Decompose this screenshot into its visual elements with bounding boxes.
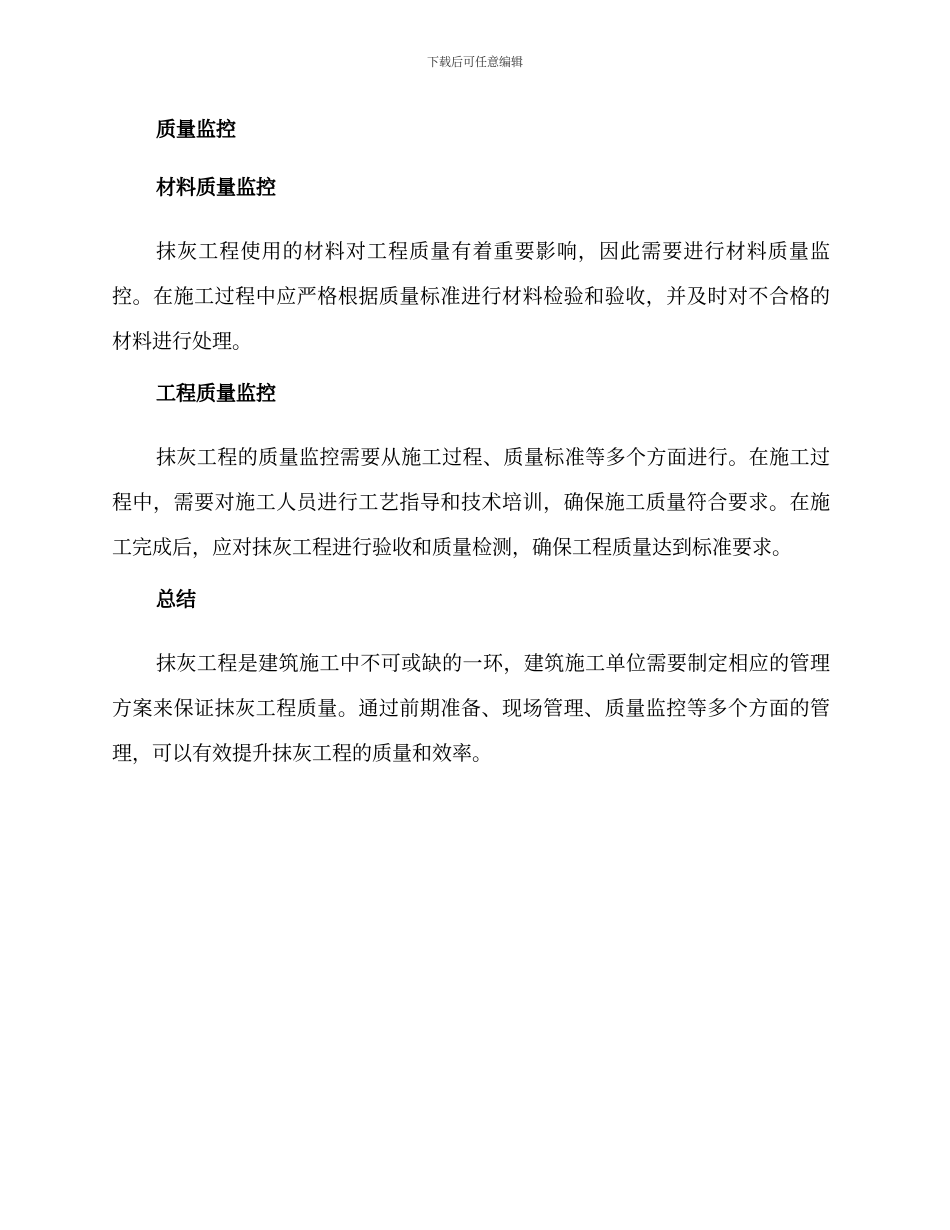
paragraph-summary: 抹灰工程是建筑施工中不可或缺的一环，建筑施工单位需要制定相应的管理方案来保证抹灰工程质量。通过前期准备、现场管理、质量监控等多个方面的管理，可以有效提升抹灰工程的质量和效率。	[112, 651, 830, 765]
document-body	[112, 113, 830, 789]
section-heading-summary: 总结	[156, 587, 196, 611]
section-heading-project-quality: 工程质量监控	[156, 381, 276, 405]
section-heading-quality-monitoring: 质量监控	[156, 117, 236, 141]
paragraph-material-quality: 抹灰工程使用的材料对工程质量有着重要影响，因此需要进行材料质量监控。在施工过程中应严格根据质量标准进行材料检验和验收，并及时对不合格的材料进行处理。	[112, 239, 830, 353]
paragraph-project-quality: 抹灰工程的质量监控需要从施工过程、质量标准等多个方面进行。在施工过程中，需要对施工人员进行工艺指导和技术培训，确保施工质量符合要求。在施工完成后，应对抹灰工程进行验收和质量检测，确保工程质量达到标准要求。	[112, 445, 830, 559]
section-heading-material-quality: 材料质量监控	[156, 175, 276, 199]
page-header: 下载后可任意编辑	[426, 55, 523, 69]
